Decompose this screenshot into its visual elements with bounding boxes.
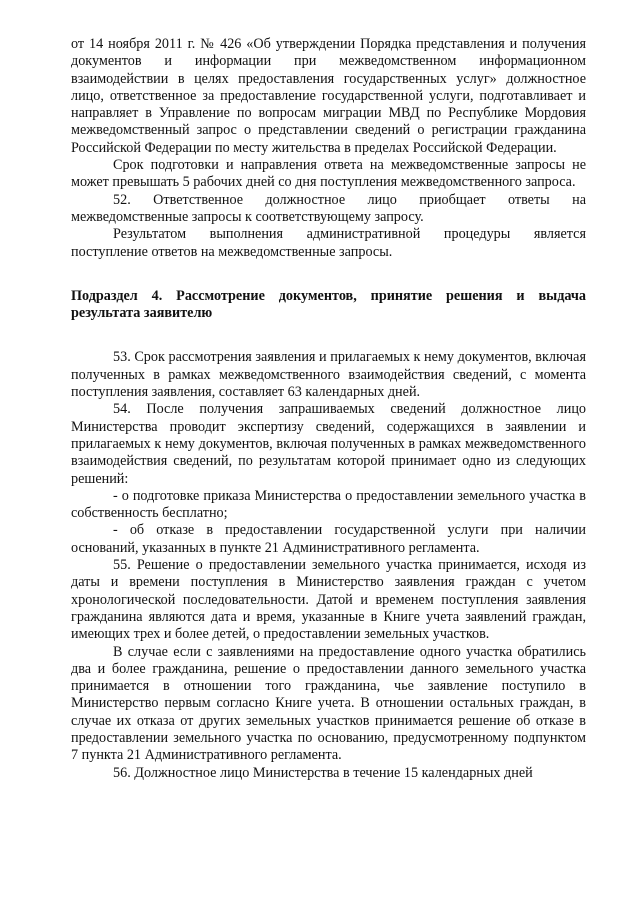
paragraph-response-deadline: Срок подготовки и направления ответа на межведомственные запросы не может превышать 5 рабочих дней со дня поступления межведомственного запроса. [71,157,586,191]
paragraph-52: 52. Ответственное должностное лицо приобщает ответы на межведомственные запросы к соответствующему запросу. [71,191,586,225]
paragraph-multiple-applicants: В случае если с заявлениями на предоставление одного участка обратились два и более гражданина, решение о предоставлении данного земельного участка принимается в отношении того гражданина, чье заявление поступило в Министерство первым согласно Книге учета. В отношении остальных граждан, в случае их отказа от других земельных участков принимается решение об отказе в предоставлении земельного участка по основанию, предусмотренному подпунктом 7 пункта 21 Административного регламента. [71,643,586,764]
spacer [71,322,586,349]
list-item-decision-grant: - о подготовке приказа Министерства о предоставлении земельного участка в собственность бесплатно; [71,487,586,522]
paragraph-53: 53. Срок рассмотрения заявления и прилагаемых к нему документов, включая полученных в рамках межведомственного взаимодействия сведений, с момента поступления заявления, составляет 63 календарных дней. [71,349,586,401]
spacer [71,261,586,288]
paragraph-55: 55. Решение о предоставлении земельного участка принимается, исходя из даты и времени поступления в Министерство заявления граждан с учетом хронологической последовательности. Датой и временем поступления заявления гражданина являются дата и время, указанные в Книге учета заявлений граждан, имеющих трех и более детей, о предоставлении земельных участков. [71,557,586,643]
list-item-decision-refuse: - об отказе в предоставлении государственной услуги при наличии оснований, указанных в пункте 21 Административного регламента. [71,522,586,556]
paragraph-54: 54. После получения запрашиваемых сведений должностное лицо Министерства проводит экспертизу сведений, содержащихся в заявлении и прилагаемых к нему документов, включая полученных в рамках межведомственного взаимодействия сведений, по результатам которой принимает одно из следующих решений: [71,401,586,487]
paragraph-56: 56. Должностное лицо Министерства в течение 15 календарных дней [113,764,533,781]
paragraph-order-426: от 14 ноября 2011 г. № 426 «Об утверждении Порядка представления и получения документов и информации при межведомственном информационном взаимодействии в целях предоставления государственных услуг» должностное лицо, ответственное за предоставление государственной услуги, подготавливает и направляет в Управление по вопросам миграции МВД по Республике Мордовия межведомственный запрос о представлении сведений о регистрации гражданина Российской Федерации по месту жительства в пределах Российской Федерации. [71,36,586,156]
paragraph-procedure-result: Результатом выполнения административной процедуры является поступление ответов на межведомственные запросы. [71,226,586,260]
subsection-heading: Подраздел 4. Рассмотрение документов, принятие решения и выдача результата заявителю [71,287,586,322]
